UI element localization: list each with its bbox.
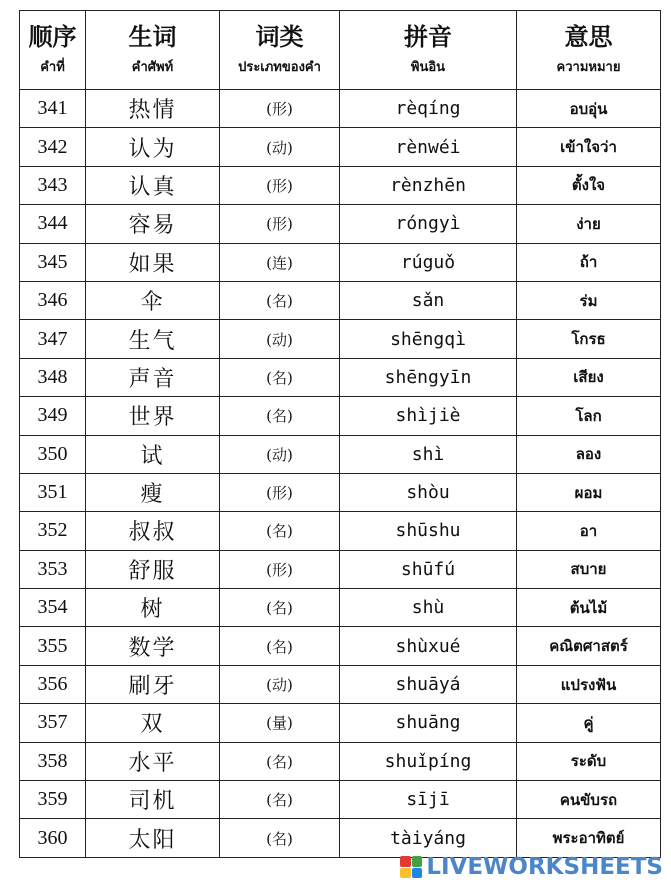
row-word-type: (量): [220, 704, 340, 742]
row-pinyin: shūfú: [340, 550, 517, 588]
row-pinyin: shuāng: [340, 704, 517, 742]
row-meaning: ต้นไม้: [517, 589, 661, 627]
row-number: 357: [20, 704, 86, 742]
row-meaning: อบอุ่น: [517, 90, 661, 128]
table-row: [20, 397, 661, 435]
row-number: 346: [20, 281, 86, 319]
table-row: [20, 819, 661, 857]
table-row: [20, 742, 661, 780]
header-order-th: คำที่: [40, 60, 65, 75]
row-meaning: ลอง: [517, 435, 661, 473]
row-word-type: (名): [220, 781, 340, 819]
row-number: 358: [20, 742, 86, 780]
table-row: [20, 512, 661, 550]
row-word: 瘦: [86, 473, 220, 511]
row-word-type: (形): [220, 205, 340, 243]
header-order: [20, 11, 86, 90]
row-word-type: (名): [220, 627, 340, 665]
liveworksheets-logo-icon: [400, 856, 422, 878]
row-word-type: (动): [220, 320, 340, 358]
vocabulary-table: [19, 10, 661, 858]
row-word-type: (形): [220, 166, 340, 204]
row-word: 水平: [86, 742, 220, 780]
header-word: [86, 11, 220, 90]
row-number: 355: [20, 627, 86, 665]
row-meaning: ง่าย: [517, 205, 661, 243]
row-pinyin: shuāyá: [340, 665, 517, 703]
row-meaning: โกรธ: [517, 320, 661, 358]
row-meaning: ร่ม: [517, 281, 661, 319]
row-pinyin: shù: [340, 589, 517, 627]
header-pinyin-zh: 拼音: [404, 23, 452, 51]
row-pinyin: shēngyīn: [340, 358, 517, 396]
row-number: 351: [20, 473, 86, 511]
table-row: [20, 281, 661, 319]
row-pinyin: shòu: [340, 473, 517, 511]
row-word: 认为: [86, 128, 220, 166]
row-pinyin: rèqíng: [340, 90, 517, 128]
header-meaning: [517, 11, 661, 90]
row-word: 试: [86, 435, 220, 473]
row-number: 348: [20, 358, 86, 396]
row-word: 伞: [86, 281, 220, 319]
row-word-type: (动): [220, 128, 340, 166]
row-meaning: แปรงฟัน: [517, 665, 661, 703]
row-number: 352: [20, 512, 86, 550]
row-word-type: (名): [220, 281, 340, 319]
row-meaning: สบาย: [517, 550, 661, 588]
row-word: 数学: [86, 627, 220, 665]
row-meaning: คนขับรถ: [517, 781, 661, 819]
table-row: [20, 243, 661, 281]
row-number: 341: [20, 90, 86, 128]
row-word: 世界: [86, 397, 220, 435]
row-word-type: (名): [220, 589, 340, 627]
table-row: [20, 166, 661, 204]
row-meaning: คู่: [517, 704, 661, 742]
row-number: 349: [20, 397, 86, 435]
row-pinyin: rúguǒ: [340, 243, 517, 281]
row-word: 树: [86, 589, 220, 627]
row-word: 认真: [86, 166, 220, 204]
table-row: [20, 781, 661, 819]
row-word: 司机: [86, 781, 220, 819]
row-word: 声音: [86, 358, 220, 396]
row-word-type: (名): [220, 742, 340, 780]
row-word: 双: [86, 704, 220, 742]
row-word-type: (动): [220, 665, 340, 703]
watermark-text: LIVEWORKSHEETS: [426, 854, 663, 880]
row-pinyin: shùxué: [340, 627, 517, 665]
row-pinyin: shuǐpíng: [340, 742, 517, 780]
row-word: 生气: [86, 320, 220, 358]
row-word: 刷牙: [86, 665, 220, 703]
row-pinyin: sījī: [340, 781, 517, 819]
row-word: 叔叔: [86, 512, 220, 550]
row-word: 容易: [86, 205, 220, 243]
row-number: 347: [20, 320, 86, 358]
table-row: [20, 589, 661, 627]
row-pinyin: shūshu: [340, 512, 517, 550]
row-number: 342: [20, 128, 86, 166]
row-meaning: โลก: [517, 397, 661, 435]
row-meaning: เสียง: [517, 358, 661, 396]
row-meaning: ผอม: [517, 473, 661, 511]
row-meaning: ถ้า: [517, 243, 661, 281]
row-word-type: (形): [220, 550, 340, 588]
row-word-type: (形): [220, 90, 340, 128]
header-word-th: คำศัพท์: [131, 60, 174, 75]
row-word: 热情: [86, 90, 220, 128]
row-number: 343: [20, 166, 86, 204]
row-number: 359: [20, 781, 86, 819]
header-type: [220, 11, 340, 90]
header-meaning-zh: 意思: [564, 23, 613, 51]
row-word-type: (名): [220, 512, 340, 550]
header-pinyin-th: พินอิน: [410, 60, 446, 75]
row-number: 360: [20, 819, 86, 857]
row-meaning: เข้าใจว่า: [517, 128, 661, 166]
row-pinyin: shēngqì: [340, 320, 517, 358]
header-row: [20, 11, 661, 90]
table-row: [20, 550, 661, 588]
row-meaning: อา: [517, 512, 661, 550]
row-meaning: ตั้งใจ: [517, 166, 661, 204]
table-row: [20, 665, 661, 703]
row-pinyin: rènwéi: [340, 128, 517, 166]
row-number: 356: [20, 665, 86, 703]
liveworksheets-watermark: [400, 853, 663, 881]
row-word: 太阳: [86, 819, 220, 857]
row-word-type: (名): [220, 819, 340, 857]
header-pinyin: [340, 11, 517, 90]
row-word: 如果: [86, 243, 220, 281]
row-number: 350: [20, 435, 86, 473]
row-number: 345: [20, 243, 86, 281]
row-pinyin: tàiyáng: [340, 819, 517, 857]
header-order-zh: 顺序: [28, 23, 77, 51]
table-row: [20, 473, 661, 511]
row-word-type: (形): [220, 473, 340, 511]
table-row: [20, 90, 661, 128]
row-word-type: (连): [220, 243, 340, 281]
row-word: 舒服: [86, 550, 220, 588]
table-row: [20, 627, 661, 665]
header-meaning-th: ความหมาย: [556, 60, 621, 75]
row-pinyin: róngyì: [340, 205, 517, 243]
row-pinyin: rènzhēn: [340, 166, 517, 204]
header-type-zh: 词类: [255, 23, 304, 51]
row-meaning: ระดับ: [517, 742, 661, 780]
row-number: 354: [20, 589, 86, 627]
row-word-type: (动): [220, 435, 340, 473]
header-word-zh: 生词: [128, 23, 177, 51]
row-number: 353: [20, 550, 86, 588]
row-meaning: คณิตศาสตร์: [517, 627, 661, 665]
row-word-type: (名): [220, 397, 340, 435]
row-number: 344: [20, 205, 86, 243]
table-row: [20, 320, 661, 358]
table-row: [20, 704, 661, 742]
table-row: [20, 205, 661, 243]
header-type-th: ประเภทของคำ: [238, 60, 321, 75]
row-pinyin: sǎn: [340, 281, 517, 319]
table-row: [20, 358, 661, 396]
table-row: [20, 435, 661, 473]
row-pinyin: shìjiè: [340, 397, 517, 435]
row-meaning: พระอาทิตย์: [517, 819, 661, 857]
table-row: [20, 128, 661, 166]
row-pinyin: shì: [340, 435, 517, 473]
row-word-type: (名): [220, 358, 340, 396]
